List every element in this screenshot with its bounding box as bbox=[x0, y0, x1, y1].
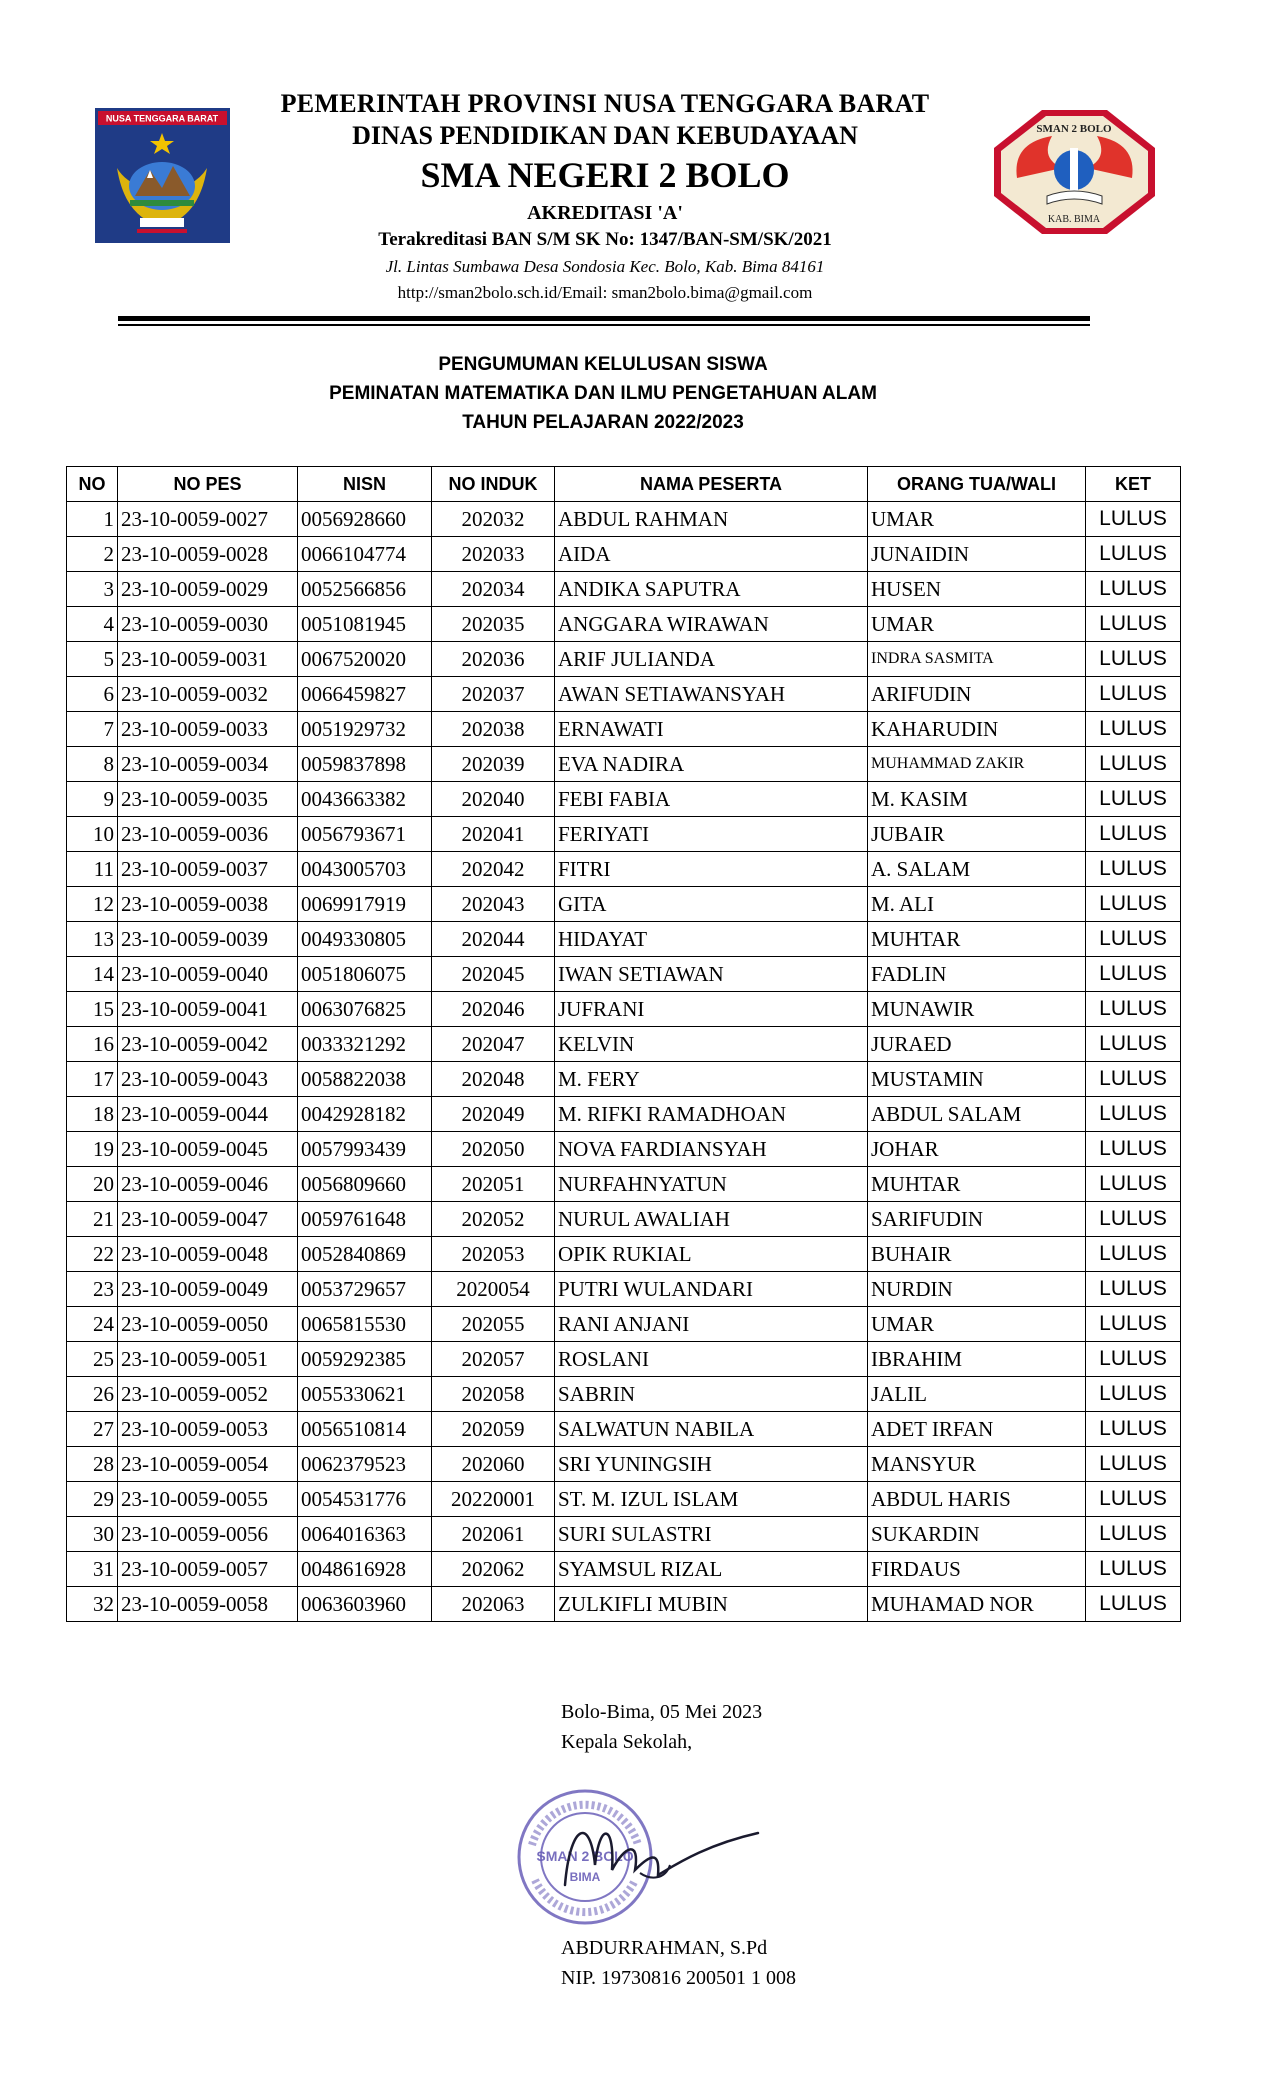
cell-no-induk: 202051 bbox=[432, 1167, 555, 1202]
cell-ket: LULUS bbox=[1086, 712, 1181, 747]
school-contact: http://sman2bolo.sch.id/Email: sman2bolo.bima@gmail.com bbox=[397, 283, 813, 302]
cell-no-induk: 202043 bbox=[432, 887, 555, 922]
accreditation-decree: Terakreditasi BAN S/M SK No: 1347/BAN-SM/SK/2021 bbox=[378, 229, 832, 250]
cell-no-pes: 23-10-0059-0029 bbox=[118, 572, 298, 607]
table-row bbox=[67, 537, 1181, 572]
cell-no: 9 bbox=[67, 782, 118, 817]
table-row bbox=[67, 992, 1181, 1027]
cell-orang-tua-wali: HUSEN bbox=[868, 572, 1086, 607]
cell-nama-peserta: SRI YUNINGSIH bbox=[555, 1447, 868, 1482]
cell-orang-tua-wali: SARIFUDIN bbox=[868, 1202, 1086, 1237]
cell-no-pes: 23-10-0059-0039 bbox=[118, 922, 298, 957]
cell-no-induk: 202055 bbox=[432, 1307, 555, 1342]
svg-text:KAB. BIMA: KAB. BIMA bbox=[1047, 214, 1101, 225]
cell-orang-tua-wali: JOHAR bbox=[868, 1132, 1086, 1167]
table-row bbox=[67, 1587, 1181, 1622]
cell-no: 14 bbox=[67, 957, 118, 992]
cell-orang-tua-wali: ARIFUDIN bbox=[868, 677, 1086, 712]
cell-nisn: 0051806075 bbox=[298, 957, 432, 992]
cell-nama-peserta: JUFRANI bbox=[555, 992, 868, 1027]
cell-ket: LULUS bbox=[1086, 607, 1181, 642]
cell-no-induk: 202042 bbox=[432, 852, 555, 887]
svg-text:BIMA: BIMA bbox=[569, 1870, 601, 1884]
cell-no-pes: 23-10-0059-0031 bbox=[118, 642, 298, 677]
cell-nisn: 0033321292 bbox=[298, 1027, 432, 1062]
table-row bbox=[67, 502, 1181, 537]
cell-nisn: 0052840869 bbox=[298, 1237, 432, 1272]
table-row bbox=[67, 1027, 1181, 1062]
cell-orang-tua-wali: INDRA SASMITA bbox=[868, 642, 1086, 677]
cell-no-induk: 202044 bbox=[432, 922, 555, 957]
cell-no: 4 bbox=[67, 607, 118, 642]
cell-no-induk: 202060 bbox=[432, 1447, 555, 1482]
cell-ket: LULUS bbox=[1086, 1517, 1181, 1552]
cell-no-pes: 23-10-0059-0053 bbox=[118, 1412, 298, 1447]
table-row bbox=[67, 957, 1181, 992]
cell-ket: LULUS bbox=[1086, 677, 1181, 712]
cell-no-induk: 202046 bbox=[432, 992, 555, 1027]
cell-nama-peserta: FEBI FABIA bbox=[555, 782, 868, 817]
cell-nisn: 0043663382 bbox=[298, 782, 432, 817]
cell-ket: LULUS bbox=[1086, 852, 1181, 887]
cell-no: 5 bbox=[67, 642, 118, 677]
cell-nama-peserta: SABRIN bbox=[555, 1377, 868, 1412]
cell-nama-peserta: ZULKIFLI MUBIN bbox=[555, 1587, 868, 1622]
cell-nisn: 0054531776 bbox=[298, 1482, 432, 1517]
header-orang-tua-wali: ORANG TUA/WALI bbox=[868, 467, 1086, 502]
cell-nama-peserta: IWAN SETIAWAN bbox=[555, 957, 868, 992]
cell-nama-peserta: FERIYATI bbox=[555, 817, 868, 852]
cell-ket: LULUS bbox=[1086, 1202, 1181, 1237]
header-ket: KET bbox=[1086, 467, 1181, 502]
cell-no-induk: 202034 bbox=[432, 572, 555, 607]
cell-nama-peserta: GITA bbox=[555, 887, 868, 922]
table-row bbox=[67, 1132, 1181, 1167]
cell-no-pes: 23-10-0059-0058 bbox=[118, 1587, 298, 1622]
table-row bbox=[67, 747, 1181, 782]
svg-text:SMAN 2 BOLO: SMAN 2 BOLO bbox=[536, 1848, 634, 1864]
cell-nama-peserta: ABDUL RAHMAN bbox=[555, 502, 868, 537]
cell-ket: LULUS bbox=[1086, 1237, 1181, 1272]
cell-no-pes: 23-10-0059-0047 bbox=[118, 1202, 298, 1237]
table-row bbox=[67, 642, 1181, 677]
cell-no-induk: 202050 bbox=[432, 1132, 555, 1167]
cell-no: 30 bbox=[67, 1517, 118, 1552]
cell-no-induk: 2020054 bbox=[432, 1272, 555, 1307]
cell-nisn: 0056809660 bbox=[298, 1167, 432, 1202]
cell-no: 19 bbox=[67, 1132, 118, 1167]
signature-place-date: Bolo-Bima, 05 Mei 2023 bbox=[561, 1701, 763, 1723]
cell-ket: LULUS bbox=[1086, 537, 1181, 572]
cell-no: 23 bbox=[67, 1272, 118, 1307]
cell-orang-tua-wali: MUHAMAD NOR bbox=[868, 1587, 1086, 1622]
cell-orang-tua-wali: ABDUL SALAM bbox=[868, 1097, 1086, 1132]
cell-ket: LULUS bbox=[1086, 1097, 1181, 1132]
signature-block bbox=[561, 1697, 762, 1757]
cell-orang-tua-wali: UMAR bbox=[868, 607, 1086, 642]
table-row bbox=[67, 852, 1181, 887]
cell-ket: LULUS bbox=[1086, 1377, 1181, 1412]
cell-no-pes: 23-10-0059-0049 bbox=[118, 1272, 298, 1307]
cell-orang-tua-wali: M. KASIM bbox=[868, 782, 1086, 817]
cell-no-pes: 23-10-0059-0038 bbox=[118, 887, 298, 922]
cell-no-induk: 202041 bbox=[432, 817, 555, 852]
graduation-table bbox=[66, 466, 1181, 1622]
cell-no-pes: 23-10-0059-0056 bbox=[118, 1517, 298, 1552]
cell-nama-peserta: OPIK RUKIAL bbox=[555, 1237, 868, 1272]
cell-no-pes: 23-10-0059-0032 bbox=[118, 677, 298, 712]
cell-nisn: 0067520020 bbox=[298, 642, 432, 677]
cell-no-pes: 23-10-0059-0044 bbox=[118, 1097, 298, 1132]
table-row bbox=[67, 1377, 1181, 1412]
department-name: DINAS PENDIDIKAN DAN KEBUDAYAAN bbox=[352, 121, 858, 150]
cell-ket: LULUS bbox=[1086, 1482, 1181, 1517]
cell-nama-peserta: M. FERY bbox=[555, 1062, 868, 1097]
cell-no-induk: 20220001 bbox=[432, 1482, 555, 1517]
cell-nama-peserta: RANI ANJANI bbox=[555, 1307, 868, 1342]
cell-no-induk: 202059 bbox=[432, 1412, 555, 1447]
signature-role: Kepala Sekolah, bbox=[561, 1731, 693, 1753]
cell-orang-tua-wali: BUHAIR bbox=[868, 1237, 1086, 1272]
svg-text:NUSA TENGGARA BARAT: NUSA TENGGARA BARAT bbox=[105, 113, 219, 124]
principal-name: ABDURRAHMAN, S.Pd bbox=[561, 1937, 768, 1959]
cell-ket: LULUS bbox=[1086, 992, 1181, 1027]
cell-no-pes: 23-10-0059-0057 bbox=[118, 1552, 298, 1587]
cell-nisn: 0051929732 bbox=[298, 712, 432, 747]
cell-no: 7 bbox=[67, 712, 118, 747]
cell-no: 10 bbox=[67, 817, 118, 852]
cell-orang-tua-wali: SUKARDIN bbox=[868, 1517, 1086, 1552]
cell-no-induk: 202057 bbox=[432, 1342, 555, 1377]
cell-ket: LULUS bbox=[1086, 817, 1181, 852]
cell-ket: LULUS bbox=[1086, 1447, 1181, 1482]
cell-no-induk: 202039 bbox=[432, 747, 555, 782]
principal-identity bbox=[561, 1933, 796, 1993]
cell-nama-peserta: PUTRI WULANDARI bbox=[555, 1272, 868, 1307]
table-body bbox=[67, 502, 1181, 1622]
cell-no-pes: 23-10-0059-0052 bbox=[118, 1377, 298, 1412]
table-row bbox=[67, 1307, 1181, 1342]
school-stamp-with-signature bbox=[490, 1785, 790, 1930]
cell-ket: LULUS bbox=[1086, 1167, 1181, 1202]
cell-no-induk: 202058 bbox=[432, 1377, 555, 1412]
cell-nama-peserta: SALWATUN NABILA bbox=[555, 1412, 868, 1447]
cell-nisn: 0059837898 bbox=[298, 747, 432, 782]
cell-ket: LULUS bbox=[1086, 957, 1181, 992]
cell-ket: LULUS bbox=[1086, 1552, 1181, 1587]
cell-nisn: 0056510814 bbox=[298, 1412, 432, 1447]
cell-ket: LULUS bbox=[1086, 572, 1181, 607]
cell-orang-tua-wali: NURDIN bbox=[868, 1272, 1086, 1307]
table-row bbox=[67, 607, 1181, 642]
table-row bbox=[67, 677, 1181, 712]
cell-no: 15 bbox=[67, 992, 118, 1027]
table-header-row bbox=[67, 467, 1181, 502]
cell-no-pes: 23-10-0059-0035 bbox=[118, 782, 298, 817]
school-emblem-icon bbox=[992, 108, 1157, 236]
cell-nama-peserta: AIDA bbox=[555, 537, 868, 572]
cell-ket: LULUS bbox=[1086, 922, 1181, 957]
cell-ket: LULUS bbox=[1086, 782, 1181, 817]
cell-no: 31 bbox=[67, 1552, 118, 1587]
provincial-emblem-icon bbox=[95, 108, 230, 243]
cell-nisn: 0048616928 bbox=[298, 1552, 432, 1587]
header-no-pes: NO PES bbox=[118, 467, 298, 502]
cell-ket: LULUS bbox=[1086, 502, 1181, 537]
cell-no-pes: 23-10-0059-0037 bbox=[118, 852, 298, 887]
cell-orang-tua-wali: FIRDAUS bbox=[868, 1552, 1086, 1587]
cell-nama-peserta: ERNAWATI bbox=[555, 712, 868, 747]
cell-no: 25 bbox=[67, 1342, 118, 1377]
cell-no: 8 bbox=[67, 747, 118, 782]
cell-nama-peserta: SYAMSUL RIZAL bbox=[555, 1552, 868, 1587]
table-row bbox=[67, 1552, 1181, 1587]
principal-nip: NIP. 19730816 200501 1 008 bbox=[561, 1967, 797, 1989]
cell-no-induk: 202052 bbox=[432, 1202, 555, 1237]
cell-nisn: 0062379523 bbox=[298, 1447, 432, 1482]
cell-no-pes: 23-10-0059-0042 bbox=[118, 1027, 298, 1062]
table-row bbox=[67, 1272, 1181, 1307]
table-row bbox=[67, 1097, 1181, 1132]
cell-no: 21 bbox=[67, 1202, 118, 1237]
cell-no-pes: 23-10-0059-0027 bbox=[118, 502, 298, 537]
cell-no: 29 bbox=[67, 1482, 118, 1517]
cell-ket: LULUS bbox=[1086, 887, 1181, 922]
header-no-induk: NO INDUK bbox=[432, 467, 555, 502]
cell-nisn: 0059292385 bbox=[298, 1342, 432, 1377]
announcement-line-2: PEMINATAN MATEMATIKA DAN ILMU PENGETAHUAN ALAM bbox=[329, 383, 877, 404]
cell-no: 2 bbox=[67, 537, 118, 572]
svg-text:SMAN 2 BOLO: SMAN 2 BOLO bbox=[1036, 123, 1112, 135]
cell-ket: LULUS bbox=[1086, 1307, 1181, 1342]
cell-no-pes: 23-10-0059-0040 bbox=[118, 957, 298, 992]
cell-no: 24 bbox=[67, 1307, 118, 1342]
cell-nama-peserta: NOVA FARDIANSYAH bbox=[555, 1132, 868, 1167]
table-row bbox=[67, 817, 1181, 852]
cell-nisn: 0055330621 bbox=[298, 1377, 432, 1412]
table-row bbox=[67, 1517, 1181, 1552]
cell-orang-tua-wali: UMAR bbox=[868, 502, 1086, 537]
table-row bbox=[67, 712, 1181, 747]
announcement-line-1: PENGUMUMAN KELULUSAN SISWA bbox=[438, 354, 768, 375]
cell-no-pes: 23-10-0059-0043 bbox=[118, 1062, 298, 1097]
cell-ket: LULUS bbox=[1086, 1587, 1181, 1622]
cell-no-pes: 23-10-0059-0054 bbox=[118, 1447, 298, 1482]
school-name: SMA NEGERI 2 BOLO bbox=[420, 155, 790, 195]
cell-orang-tua-wali: ADET IRFAN bbox=[868, 1412, 1086, 1447]
table-row bbox=[67, 887, 1181, 922]
table-row bbox=[67, 1342, 1181, 1377]
cell-no-pes: 23-10-0059-0034 bbox=[118, 747, 298, 782]
cell-no: 13 bbox=[67, 922, 118, 957]
cell-no-induk: 202033 bbox=[432, 537, 555, 572]
table-row bbox=[67, 1202, 1181, 1237]
cell-no-induk: 202040 bbox=[432, 782, 555, 817]
cell-no-induk: 202063 bbox=[432, 1587, 555, 1622]
cell-orang-tua-wali: MANSYUR bbox=[868, 1447, 1086, 1482]
cell-nama-peserta: NURFAHNYATUN bbox=[555, 1167, 868, 1202]
cell-ket: LULUS bbox=[1086, 1342, 1181, 1377]
cell-ket: LULUS bbox=[1086, 1132, 1181, 1167]
cell-nama-peserta: ARIF JULIANDA bbox=[555, 642, 868, 677]
cell-no: 12 bbox=[67, 887, 118, 922]
cell-nama-peserta: EVA NADIRA bbox=[555, 747, 868, 782]
cell-no-induk: 202049 bbox=[432, 1097, 555, 1132]
cell-nama-peserta: AWAN SETIAWANSYAH bbox=[555, 677, 868, 712]
cell-no: 18 bbox=[67, 1097, 118, 1132]
cell-nisn: 0063076825 bbox=[298, 992, 432, 1027]
cell-no-pes: 23-10-0059-0055 bbox=[118, 1482, 298, 1517]
cell-no: 27 bbox=[67, 1412, 118, 1447]
cell-nisn: 0043005703 bbox=[298, 852, 432, 887]
cell-no-induk: 202038 bbox=[432, 712, 555, 747]
cell-orang-tua-wali: MUHAMMAD ZAKIR bbox=[868, 747, 1086, 782]
cell-no-pes: 23-10-0059-0046 bbox=[118, 1167, 298, 1202]
cell-no-pes: 23-10-0059-0048 bbox=[118, 1237, 298, 1272]
cell-nisn: 0042928182 bbox=[298, 1097, 432, 1132]
cell-nisn: 0066104774 bbox=[298, 537, 432, 572]
cell-nama-peserta: ANDIKA SAPUTRA bbox=[555, 572, 868, 607]
government-name: PEMERINTAH PROVINSI NUSA TENGGARA BARAT bbox=[280, 89, 930, 118]
cell-ket: LULUS bbox=[1086, 1412, 1181, 1447]
cell-ket: LULUS bbox=[1086, 642, 1181, 677]
school-address: Jl. Lintas Sumbawa Desa Sondosia Kec. Bolo, Kab. Bima 84161 bbox=[385, 257, 825, 276]
cell-nama-peserta: KELVIN bbox=[555, 1027, 868, 1062]
cell-no-pes: 23-10-0059-0050 bbox=[118, 1307, 298, 1342]
letterhead-text bbox=[230, 88, 980, 306]
cell-no-pes: 23-10-0059-0028 bbox=[118, 537, 298, 572]
cell-no: 20 bbox=[67, 1167, 118, 1202]
cell-no-induk: 202035 bbox=[432, 607, 555, 642]
table-row bbox=[67, 782, 1181, 817]
cell-nama-peserta: M. RIFKI RAMADHOAN bbox=[555, 1097, 868, 1132]
cell-nisn: 0069917919 bbox=[298, 887, 432, 922]
cell-orang-tua-wali: JUBAIR bbox=[868, 817, 1086, 852]
table-row bbox=[67, 1482, 1181, 1517]
cell-no-pes: 23-10-0059-0033 bbox=[118, 712, 298, 747]
cell-no: 1 bbox=[67, 502, 118, 537]
cell-orang-tua-wali: MUHTAR bbox=[868, 922, 1086, 957]
cell-no-pes: 23-10-0059-0036 bbox=[118, 817, 298, 852]
header-nama-peserta: NAMA PESERTA bbox=[555, 467, 868, 502]
header-nisn: NISN bbox=[298, 467, 432, 502]
cell-nisn: 0064016363 bbox=[298, 1517, 432, 1552]
cell-orang-tua-wali: MUHTAR bbox=[868, 1167, 1086, 1202]
cell-no: 11 bbox=[67, 852, 118, 887]
cell-no-pes: 23-10-0059-0045 bbox=[118, 1132, 298, 1167]
cell-no: 22 bbox=[67, 1237, 118, 1272]
cell-orang-tua-wali: FADLIN bbox=[868, 957, 1086, 992]
header-no: NO bbox=[67, 467, 118, 502]
letterhead-divider-thick bbox=[118, 316, 1090, 321]
cell-nisn: 0056793671 bbox=[298, 817, 432, 852]
cell-nisn: 0066459827 bbox=[298, 677, 432, 712]
cell-nama-peserta: ST. M. IZUL ISLAM bbox=[555, 1482, 868, 1517]
table-row bbox=[67, 572, 1181, 607]
cell-nisn: 0057993439 bbox=[298, 1132, 432, 1167]
cell-ket: LULUS bbox=[1086, 1272, 1181, 1307]
cell-no-induk: 202053 bbox=[432, 1237, 555, 1272]
cell-no: 6 bbox=[67, 677, 118, 712]
cell-orang-tua-wali: JURAED bbox=[868, 1027, 1086, 1062]
cell-orang-tua-wali: JALIL bbox=[868, 1377, 1086, 1412]
cell-no-pes: 23-10-0059-0030 bbox=[118, 607, 298, 642]
cell-nama-peserta: ANGGARA WIRAWAN bbox=[555, 607, 868, 642]
cell-nisn: 0053729657 bbox=[298, 1272, 432, 1307]
cell-nama-peserta: FITRI bbox=[555, 852, 868, 887]
cell-no: 28 bbox=[67, 1447, 118, 1482]
cell-orang-tua-wali: ABDUL HARIS bbox=[868, 1482, 1086, 1517]
table-row bbox=[67, 1167, 1181, 1202]
cell-orang-tua-wali: JUNAIDIN bbox=[868, 537, 1086, 572]
cell-orang-tua-wali: A. SALAM bbox=[868, 852, 1086, 887]
cell-no-induk: 202032 bbox=[432, 502, 555, 537]
announcement-line-3: TAHUN PELAJARAN 2022/2023 bbox=[462, 412, 744, 433]
table-row bbox=[67, 922, 1181, 957]
cell-nisn: 0051081945 bbox=[298, 607, 432, 642]
cell-no-induk: 202061 bbox=[432, 1517, 555, 1552]
cell-nisn: 0059761648 bbox=[298, 1202, 432, 1237]
cell-nisn: 0058822038 bbox=[298, 1062, 432, 1097]
cell-ket: LULUS bbox=[1086, 1062, 1181, 1097]
cell-no-induk: 202036 bbox=[432, 642, 555, 677]
cell-no-pes: 23-10-0059-0051 bbox=[118, 1342, 298, 1377]
cell-no-induk: 202062 bbox=[432, 1552, 555, 1587]
cell-nama-peserta: ROSLANI bbox=[555, 1342, 868, 1377]
cell-orang-tua-wali: MUNAWIR bbox=[868, 992, 1086, 1027]
table-row bbox=[67, 1412, 1181, 1447]
cell-orang-tua-wali: UMAR bbox=[868, 1307, 1086, 1342]
cell-nisn: 0063603960 bbox=[298, 1587, 432, 1622]
letterhead-divider-thin bbox=[118, 324, 1090, 326]
cell-no-induk: 202045 bbox=[432, 957, 555, 992]
cell-orang-tua-wali: IBRAHIM bbox=[868, 1342, 1086, 1377]
cell-nisn: 0065815530 bbox=[298, 1307, 432, 1342]
cell-no-induk: 202037 bbox=[432, 677, 555, 712]
cell-nisn: 0049330805 bbox=[298, 922, 432, 957]
cell-nisn: 0052566856 bbox=[298, 572, 432, 607]
cell-no-pes: 23-10-0059-0041 bbox=[118, 992, 298, 1027]
cell-orang-tua-wali: MUSTAMIN bbox=[868, 1062, 1086, 1097]
cell-nama-peserta: NURUL AWALIAH bbox=[555, 1202, 868, 1237]
table-row bbox=[67, 1237, 1181, 1272]
announcement-title bbox=[0, 350, 1206, 437]
cell-no: 26 bbox=[67, 1377, 118, 1412]
letterhead bbox=[0, 0, 1275, 335]
cell-orang-tua-wali: M. ALI bbox=[868, 887, 1086, 922]
cell-no: 32 bbox=[67, 1587, 118, 1622]
cell-nama-peserta: SURI SULASTRI bbox=[555, 1517, 868, 1552]
cell-ket: LULUS bbox=[1086, 1027, 1181, 1062]
cell-nama-peserta: HIDAYAT bbox=[555, 922, 868, 957]
cell-ket: LULUS bbox=[1086, 747, 1181, 782]
table-row bbox=[67, 1447, 1181, 1482]
cell-no: 3 bbox=[67, 572, 118, 607]
table-row bbox=[67, 1062, 1181, 1097]
accreditation: AKREDITASI 'A' bbox=[527, 202, 683, 224]
cell-nisn: 0056928660 bbox=[298, 502, 432, 537]
cell-orang-tua-wali: KAHARUDIN bbox=[868, 712, 1086, 747]
cell-no-induk: 202048 bbox=[432, 1062, 555, 1097]
cell-no-induk: 202047 bbox=[432, 1027, 555, 1062]
cell-no: 16 bbox=[67, 1027, 118, 1062]
cell-no: 17 bbox=[67, 1062, 118, 1097]
